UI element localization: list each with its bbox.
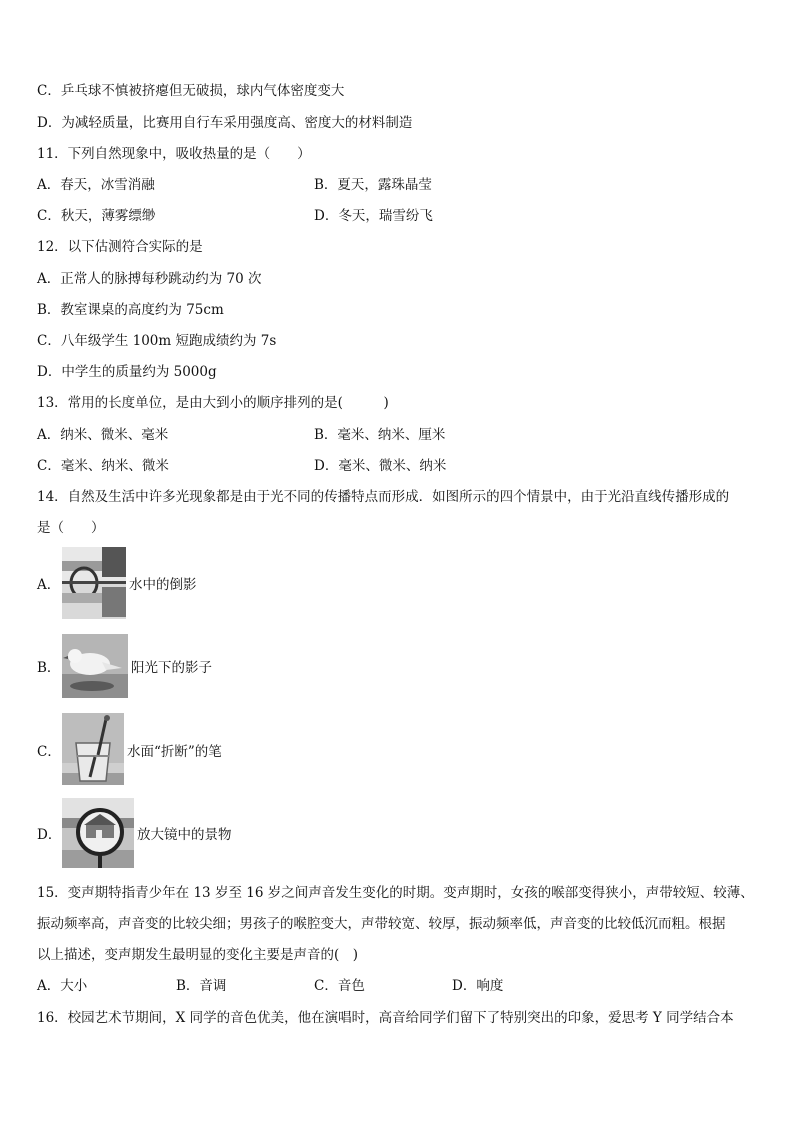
q13-option-a: A．纳米、微米、毫米 [37,427,169,443]
q13-stem: 13．常用的长度单位，是由大到小的顺序排列的是( ) [37,395,389,411]
q15-option-a: A．大小 [37,978,88,994]
q14-option-a-label: A． [37,577,61,593]
reflection-photo [62,547,126,619]
q15-option-c: C．音色 [314,978,365,994]
q16-stem-line1: 16．校园艺术节期间，X 同学的音色优美，他在演唱时，高音给同学们留下了特别突出的印象，爱思考 Y 同学结合本 [37,1010,734,1026]
q14-option-c-text: 水面“折断”的笔 [127,744,222,760]
q12-option-d: D．中学生的质量约为 5000g [37,364,217,380]
q13-option-d: D．毫米、微米、纳米 [314,458,447,474]
q15-option-d: D．响度 [452,978,504,994]
q12-option-b: B．教室课桌的高度约为 75cm [37,302,224,318]
q14-option-d-label: D． [37,827,62,843]
pencil-in-glass-photo [62,713,124,785]
q13-option-c: C．毫米、纳米、微米 [37,458,169,474]
q10-option-c: C．乒乓球不慎被挤瘪但无破损，球内气体密度变大 [37,83,345,99]
q15-stem-line3: 以上描述，变声期发生最明显的变化主要是声音的( ) [37,947,359,963]
q14-option-b-label: B． [37,660,61,676]
q11-option-a: A．春天，冰雪消融 [37,177,155,193]
q14-option-c-label: C． [37,744,61,760]
q11-option-c: C．秋天，薄雾缥缈 [37,208,156,224]
q15-option-b: B．音调 [176,978,227,994]
q14-stem-line1: 14．自然及生活中许多光现象都是由于光不同的传播特点而形成．如图所示的四个情景中，由于光沿直线传播形成的 [37,489,730,505]
q14-option-d-text: 放大镜中的景物 [137,827,232,843]
q15-stem-line1: 15．变声期特指青少年在 13 岁至 16 岁之间声音发生变化的时期。变声期时，女孩的喉部变得狭小，声带较短、较薄、 [37,885,754,901]
q13-option-b: B．毫米、纳米、厘米 [314,427,446,443]
q11-option-d: D．冬天，瑞雪纷飞 [314,208,433,224]
q11-option-b: B．夏天，露珠晶莹 [314,177,432,193]
q15-stem-line2: 振动频率高，声音变的比较尖细；男孩子的喉腔变大，声带较宽、较厚，振动频率低，声音变的比较低沉而粗。根据 [37,916,726,932]
q10-option-d: D．为减轻质量，比赛用自行车采用强度高、密度大的材料制造 [37,115,413,131]
q12-stem: 12．以下估测符合实际的是 [37,239,203,255]
q14-option-a-text: 水中的倒影 [129,577,197,593]
q12-option-c: C．八年级学生 100m 短跑成绩约为 7s [37,333,277,349]
q14-stem-line2: 是（ ） [37,520,105,536]
q12-option-a: A．正常人的脉搏每秒跳动约为 70 次 [37,271,262,287]
q11-stem: 11．下列自然现象中，吸收热量的是（ ） [37,146,311,162]
dove-shadow-photo [62,634,128,698]
q14-option-b-text: 阳光下的影子 [131,660,212,676]
magnifier-photo [62,798,134,868]
